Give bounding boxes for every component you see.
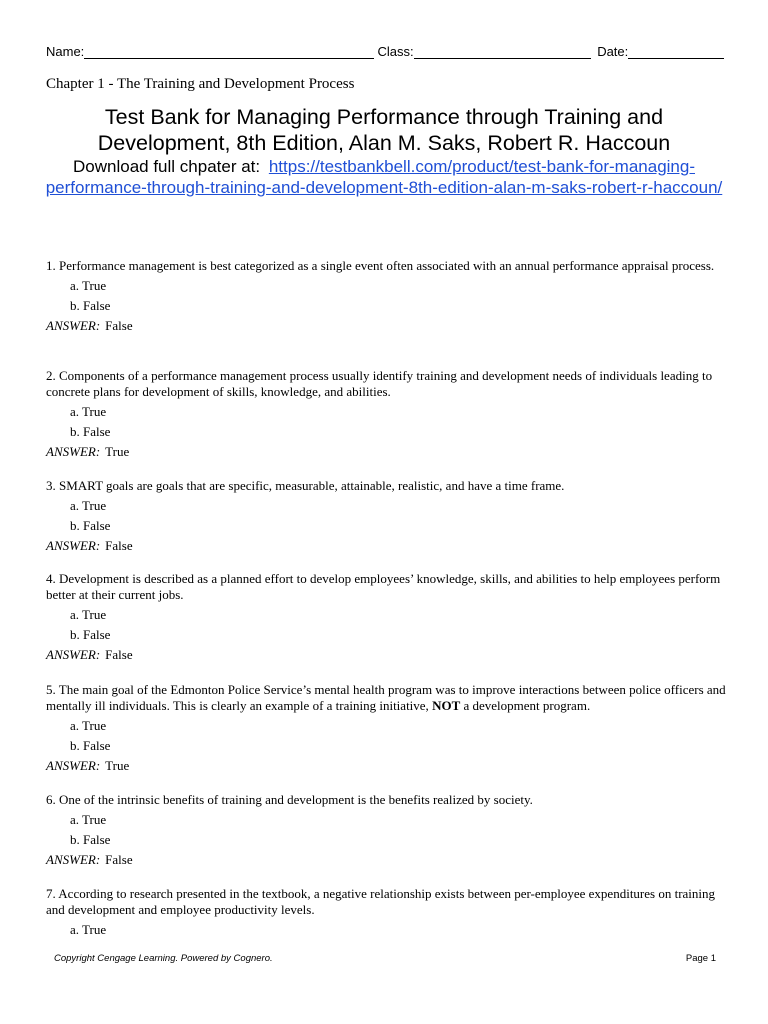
- answer-value: False: [105, 318, 133, 333]
- question-text: 3. SMART goals are goals that are specific, measurable, attainable, realistic, and have a time frame.: [46, 478, 565, 493]
- class-field-line[interactable]: [414, 44, 592, 59]
- answer-value: False: [105, 538, 133, 553]
- option-b: b. False: [70, 424, 111, 439]
- option-b: b. False: [70, 832, 111, 847]
- answer-line: [46, 444, 726, 460]
- question-text: 6. One of the intrinsic benefits of training and development is the benefits realized by society.: [46, 792, 533, 807]
- question-7: [46, 886, 726, 938]
- header-fields: [46, 44, 724, 59]
- option-b: b. False: [70, 518, 111, 533]
- option-b: b. False: [70, 627, 111, 642]
- option-a: a. True: [70, 922, 107, 937]
- page-footer: [54, 953, 716, 964]
- page-number: Page 1: [685, 953, 716, 964]
- download-prefix: Download full chpater at:: [73, 157, 261, 176]
- answer-line: [46, 647, 726, 663]
- question-text-emphasis: NOT: [432, 698, 461, 713]
- answer-label: ANSWER:: [46, 538, 101, 553]
- option-a: a. True: [70, 812, 107, 827]
- question-2: [46, 368, 726, 460]
- option-a: a. True: [70, 718, 107, 733]
- question-text: [46, 682, 726, 714]
- question-text: 1. Performance management is best categorized as a single event often associated with an annual performance appraisal process.: [46, 258, 715, 273]
- option-a: a. True: [70, 278, 107, 293]
- answer-label: ANSWER:: [46, 852, 101, 867]
- question-1: [46, 258, 726, 334]
- answer-label: ANSWER:: [46, 647, 101, 662]
- answer-line: [46, 538, 726, 554]
- answer-line: [46, 852, 726, 868]
- question-text: 2. Components of a performance management process usually identify training and development needs of individuals leading to concrete plans for development of skills, knowledge, and abilities.: [46, 368, 713, 399]
- name-label: Name:: [46, 44, 85, 59]
- option-a: a. True: [70, 498, 107, 513]
- option-b: b. False: [70, 298, 111, 313]
- question-text: 7. According to research presented in the textbook, a negative relationship exists between per-employee expenditures on training and development and employee productivity levels.: [46, 886, 716, 917]
- question-text: 4. Development is described as a planned effort to develop employees’ knowledge, skills, and abilities to help employees perform better at their current jobs.: [46, 571, 721, 602]
- copyright-text: Copyright Cengage Learning. Powered by Cognero.: [54, 953, 273, 964]
- option-a: a. True: [70, 404, 107, 419]
- option-b: b. False: [70, 738, 111, 753]
- answer-value: False: [105, 647, 133, 662]
- download-line: [40, 156, 728, 198]
- question-text-end: a development program.: [463, 698, 591, 713]
- answer-line: [46, 318, 726, 334]
- date-field-line[interactable]: [628, 44, 724, 59]
- page-title: Test Bank for Managing Performance through Training and Development, 8th Edition, Alan M. Saks, Robert R. Haccoun: [97, 105, 671, 155]
- class-label: Class:: [377, 44, 414, 59]
- question-4: [46, 571, 726, 663]
- download-link[interactable]: https://testbankbell.com/product/test-bank-for-managing-performance-through-training-and-development-8th-edition-alan-m-saks-robert-r-haccoun/: [45, 157, 723, 197]
- question-text-start: 5. The main goal of the Edmonton Police Service’s mental health program was to improve interactions between police officers and mentally ill individuals. This is clearly an example of a training initiative,: [46, 682, 726, 713]
- name-field-line[interactable]: [84, 44, 373, 59]
- question-6: [46, 792, 726, 868]
- question-5: [46, 682, 726, 774]
- answer-line: [46, 758, 726, 774]
- answer-value: True: [105, 444, 130, 459]
- answer-value: True: [105, 758, 130, 773]
- answer-label: ANSWER:: [46, 444, 101, 459]
- chapter-heading: Chapter 1 - The Training and Development Process: [46, 76, 355, 92]
- date-label: Date:: [597, 44, 629, 59]
- option-a: a. True: [70, 607, 107, 622]
- question-3: [46, 478, 726, 554]
- answer-label: ANSWER:: [46, 758, 101, 773]
- answer-label: ANSWER:: [46, 318, 101, 333]
- answer-value: False: [105, 852, 133, 867]
